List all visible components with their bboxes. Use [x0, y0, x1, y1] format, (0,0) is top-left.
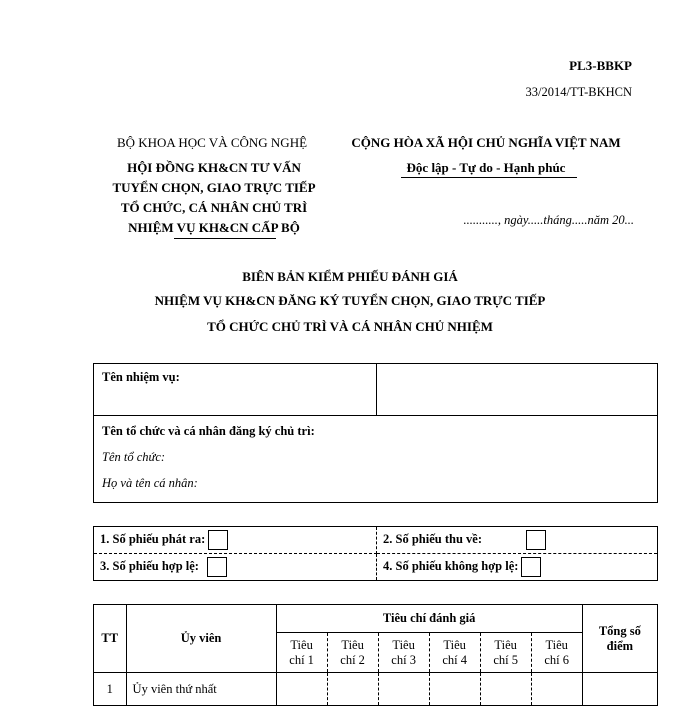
- doc-title-line-3: TỔ CHỨC CHỦ TRÌ VÀ CÁ NHÂN CHỦ NHIỆM: [207, 319, 493, 334]
- criterion-5-top: Tiêu: [494, 637, 517, 652]
- returned-label: 2. Số phiếu thu về:: [383, 531, 482, 546]
- person-label: Họ và tên cá nhân:: [102, 476, 198, 490]
- valid-count-cell: [94, 554, 377, 581]
- returned-count-cell: [377, 527, 658, 554]
- council-name: [96, 158, 332, 238]
- table-row: [94, 673, 658, 706]
- issued-count-cell: [94, 527, 377, 554]
- score-cell[interactable]: [531, 673, 582, 706]
- invalid-count-box[interactable]: [521, 557, 541, 577]
- criterion-2-bottom: chí 2: [340, 652, 365, 667]
- council-line-3: TỔ CHỨC, CÁ NHÂN CHỦ TRÌ: [120, 200, 308, 215]
- criterion-3-header: [378, 633, 429, 673]
- total-header-bottom: điểm: [606, 638, 634, 653]
- org-label: Tên tổ chức:: [102, 450, 166, 464]
- task-name-cell: [94, 364, 377, 416]
- valid-label: 3. Số phiếu hợp lệ:: [100, 558, 199, 573]
- criterion-6-top: Tiêu: [545, 637, 568, 652]
- council-line-1: HỘI ĐỒNG KH&CN TƯ VẤN: [127, 160, 301, 175]
- returned-count-box[interactable]: [526, 530, 546, 550]
- issued-label: 1. Số phiếu phát ra:: [100, 531, 206, 546]
- issued-count-box[interactable]: [208, 530, 228, 550]
- score-cell[interactable]: [429, 673, 480, 706]
- criterion-2-header: [327, 633, 378, 673]
- doc-title-line-1: BIÊN BẢN KIỂM PHIẾU ĐÁNH GIÁ: [242, 269, 458, 284]
- registrant-cell: [94, 416, 658, 503]
- total-cell[interactable]: [582, 673, 657, 706]
- criterion-3-bottom: chí 3: [391, 652, 416, 667]
- score-cell[interactable]: [480, 673, 531, 706]
- total-header: [582, 605, 657, 673]
- col-member-header: Ủy viên: [126, 605, 276, 673]
- criterion-5-bottom: chí 5: [493, 652, 518, 667]
- criterion-5-header: [480, 633, 531, 673]
- criterion-4-bottom: chí 4: [442, 652, 467, 667]
- criterion-4-header: [429, 633, 480, 673]
- circular-number: 33/2014/TT-BKHCN: [525, 85, 632, 99]
- task-name-value[interactable]: [377, 364, 658, 416]
- nation-name: CỘNG HÒA XÃ HỘI CHỦ NGHĨA VIỆT NAM: [351, 135, 621, 150]
- criterion-1-top: Tiêu: [290, 637, 313, 652]
- invalid-label: 4. Số phiếu không hợp lệ:: [383, 558, 519, 573]
- score-cell[interactable]: [276, 673, 327, 706]
- row-member: Ủy viên thứ nhất: [126, 673, 276, 706]
- motto-underline: [401, 177, 577, 178]
- national-motto: Độc lập - Tự do - Hạnh phúc: [406, 160, 566, 175]
- form-code: PL3-BBKP: [569, 58, 632, 73]
- evaluation-grid: [93, 604, 658, 706]
- criterion-6-bottom: chí 6: [544, 652, 569, 667]
- criterion-6-header: [531, 633, 582, 673]
- col-no-header: TT: [94, 605, 127, 673]
- criterion-3-top: Tiêu: [392, 637, 415, 652]
- ballot-count-table: [93, 526, 658, 581]
- total-header-top: Tổng số: [598, 623, 641, 638]
- score-cell[interactable]: [327, 673, 378, 706]
- task-info-table: [93, 363, 658, 503]
- ministry-name: BỘ KHOA HỌC VÀ CÔNG NGHỆ: [116, 135, 308, 150]
- council-line-4: NHIỆM VỤ KH&CN CẤP BỘ: [128, 220, 300, 235]
- criterion-1-header: [276, 633, 327, 673]
- invalid-count-cell: [377, 554, 658, 581]
- council-line-2: TUYỂN CHỌN, GIAO TRỰC TIẾP: [112, 180, 316, 195]
- criteria-header: Tiêu chí đánh giá: [276, 605, 582, 633]
- registrant-label: Tên tổ chức và cá nhân đăng ký chủ trì:: [102, 424, 315, 438]
- date-line: ..........., ngày.....tháng.....năm 20...: [463, 213, 634, 227]
- council-underline: [174, 238, 276, 239]
- valid-count-box[interactable]: [207, 557, 227, 577]
- task-name-label: Tên nhiệm vụ:: [102, 370, 180, 384]
- criterion-2-top: Tiêu: [341, 637, 364, 652]
- row-no: 1: [94, 673, 127, 706]
- criterion-1-bottom: chí 1: [289, 652, 314, 667]
- criterion-4-top: Tiêu: [443, 637, 466, 652]
- doc-title-line-2: NHIỆM VỤ KH&CN ĐĂNG KÝ TUYỂN CHỌN, GIAO TRỰC TIẾP: [154, 293, 546, 308]
- score-cell[interactable]: [378, 673, 429, 706]
